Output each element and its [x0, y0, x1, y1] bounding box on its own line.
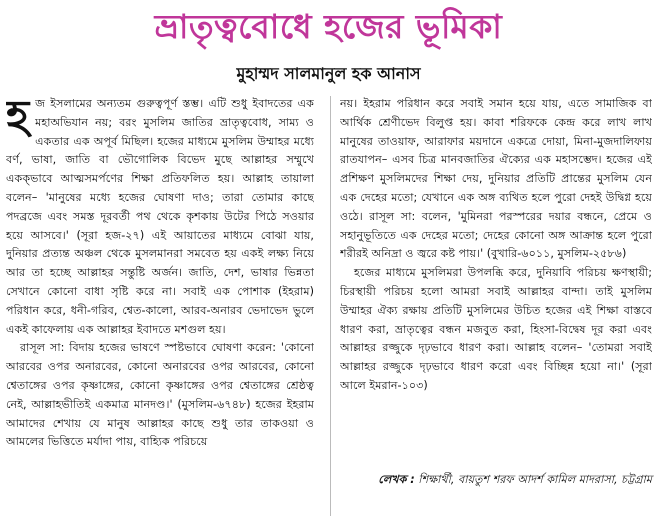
- paragraph: [6, 95, 314, 339]
- article-headline: ভ্রাতৃত্ববোধে হজের ভূমিকা: [154, 7, 503, 46]
- article-byline: মুহাম্মদ সালমানুল হক আনাস: [236, 64, 421, 83]
- author-info: শিক্ষার্থী, বায়তুশ শরফ আদর্শ কামিল মাদরাসা, চট্টগ্রাম: [418, 473, 652, 486]
- paragraph: রাসূল সা: বিদায় হজের ভাষণে স্পষ্টভাবে ঘোষণা করেন: 'কোনো আরবের ওপর অনারবের, কোনো অনারবের ওপর আরবের, কোনো শ্বেতাঙ্গের ওপর কৃষ্ণাঙ্গের, কোনো কৃষ্ণাঙ্গের ওপর শ্বেতাঙ্গের শ্রেষ্ঠত্ব নেই, আল্লাহভীতিই একমাত্র মানদণ্ড।' (মুসলিম-৬৭৪৮) হজের ইহরাম আমাদের শেখায় যে মানুষ আল্লাহর কাছে শুধু তার তাকওয়া ও আমলের ভিত্তিতে মর্যাদা পায়, বাহ্যিক পরিচয়ে: [6, 341, 314, 449]
- paragraph-text: জ ইসলামের অন্যতম গুরুত্বপূর্ণ স্তম্ভ। এটি শুধু ইবাদতের এক মহাঅভিযান নয়; বরং মুসলিম জাতির ভ্রাতৃত্ববোধ, সাম্য ও একতার এক অপূর্ব মিছিল। হজের মাধ্যমে মুসলিম উম্মাহর মধ্যে বর্ণ, ভাষা, জাতি বা ভৌগোলিক বিভেদ মুছে আল্লাহর সম্মুখে একক্ভাবে আত্মসমর্পণের শিক্ষা প্রতিফলিত হয়। আল্লাহ তায়ালা বলেন– 'মানুষের মধ্যে হজের ঘোষণা দাও; তারা তোমার কাছে পদব্রজে এবং সমস্ত দূরবর্তী পথ থেকে কৃশকায় উটের পিঠে সওয়ার হয়ে আসবে।' (সূরা হজ-২৭) এই আয়াতের মাধ্যমে বোঝা যায়, দুনিয়ার প্রত্যন্ত অঞ্চল থেকে মুসলমানরা সমবেত হয় একই লক্ষ্য নিয়ে আর তা হচ্ছে আল্লাহর সন্তুষ্টি অর্জন। জাতি, দেশ, ভাষার ভিন্নতা সেখানে কোনো বাধা সৃষ্টি করে না। সবাই এক পোশাক (ইহরাম) পরিধান করে, ধনী-গরিব, শ্বেত-কালো, আরব-অনারব ভেদাভেদ ভুলে একই কাফেলায় এক আল্লাহর ইবাদতে মশগুল হয়।: [6, 97, 314, 336]
- author-credit: [340, 470, 652, 490]
- article-column-right: [340, 95, 652, 520]
- column-divider: [330, 96, 331, 516]
- author-label: লেখক :: [378, 473, 415, 486]
- paragraph: নয়। ইহরাম পরিধান করে সবাই সমান হয়ে যায়, এতে সামাজিক বা আর্থিক শ্রেণীভেদ বিলুপ্ত হয়। কাবা শরিফকে কেন্দ্র করে লাখ লাখ মানুষের তাওয়াফ, আরাফার ময়দানে একত্রে দোয়া, মিনা-মুজদালিফায় রাতযাপন– এসব চিত্র মানবজাতির ঐক্যের এক মহাসম্ভেদ। হজের এই প্রশিক্ষণ মুসলিমদের শিক্ষা দেয়, দুনিয়ার প্রতিটি প্রান্তের মুসলিম যেন এক দেহের মতো; যেখানে এক অঙ্গ ব্যথিত হলে পুরো দেহই উদ্বিগ্ন হয়ে ওঠে। রাসূল সা: বলেন, 'মুমিনরা পরস্পরের দয়ার বন্ধনে, প্রেমে ও সহানুভূতিতে এক দেহের মতো; দেহের কোনো অঙ্গ আক্রান্ত হলে পুরো শরীরই অনিদ্রা ও জ্বরে কষ্ট পায়।' (বুখারি-৬০১১, মুসলিম-২৫৮৬): [340, 97, 652, 261]
- paragraph: হজের মাধ্যমে মুসলিমরা উপলব্ধি করে, দুনিয়াবি পরিচয় ক্ষণস্থায়ী; চিরস্থায়ী পরিচয় হলো আমরা সবাই আল্লাহর বান্দা। তাই মুসলিম উম্মাহর ঐক্য রক্ষায় প্রতিটি মুসলিমের উচিত হজের এই শিক্ষা বাস্তবে ধারণ করা, ভ্রাতৃত্বের বন্ধন মজবুত করা, হিংসা-বিদ্বেষ দূর করা এবং আল্লাহর রজ্জুকে দৃঢ়ভাবে ধারণ করা। আল্লাহ বলেন– 'তোমরা সবাই আল্লাহর রজ্জুকে দৃঢ়ভাবে ধারণ করো এবং বিচ্ছিন্ন হয়ো না।' (সূরা আলে ইমরান-১০৩): [340, 266, 652, 392]
- article-column-left: [6, 95, 314, 520]
- drop-cap: হ: [6, 95, 30, 142]
